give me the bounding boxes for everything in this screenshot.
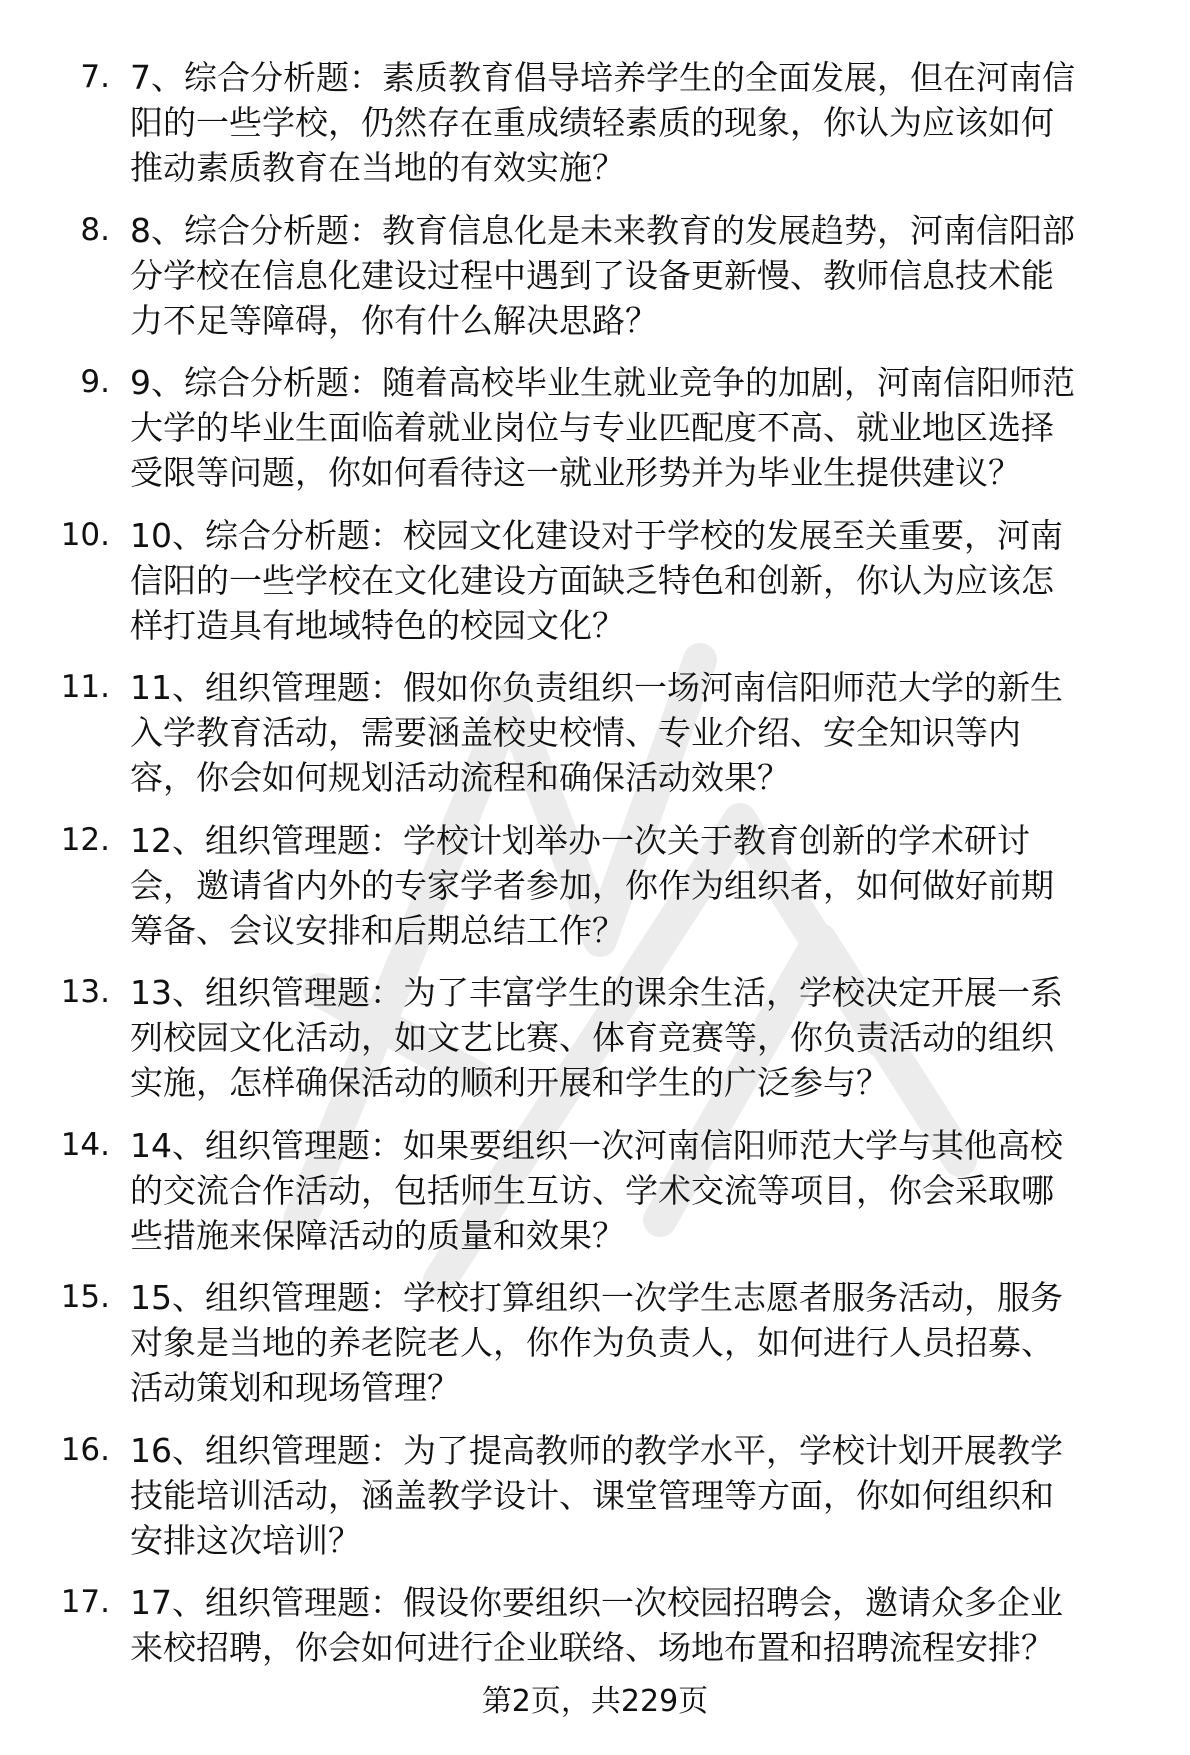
question-line: 16、组织管理题：为了提高教师的教学水平，学校计划开展教学 (130, 1430, 1063, 1470)
question-line: 技能培训活动，涵盖教学设计、课堂管理等方面，你如何组织和 (130, 1475, 1054, 1515)
question-line: 受限等问题，你如何看待这一就业形势并为毕业生提供建议？ (130, 453, 1021, 492)
question-number: 12. (60, 821, 110, 858)
question-line: 列校园文化活动，如文艺比赛、体育竞赛等，你负责活动的组织 (130, 1018, 1054, 1057)
question-line: 安排这次培训？ (130, 1520, 361, 1560)
question-line: 会，邀请省内外的专家学者参加，你作为组织者，如何做好前期 (130, 865, 1054, 905)
question-number: 17. (60, 1584, 110, 1620)
question-text (130, 970, 1165, 1105)
page-footer: 第2页，共229页 (481, 1684, 709, 1719)
question-item (0, 513, 1190, 666)
question-line: 来校招聘，你会如何进行企业联络、场地布置和招聘流程安排？ (130, 1628, 1054, 1667)
question-line: 容，你会如何规划活动流程和确保活动效果？ (130, 758, 790, 797)
question-line: 力不足等障碍，你有什么解决思路？ (130, 300, 658, 340)
question-line: 13、组织管理题：为了丰富学生的课余生活，学校决定开展一系 (130, 973, 1063, 1012)
question-line: 12、组织管理题：学校计划举办一次关于教育创新的学术研讨 (130, 820, 1030, 860)
question-number: 16. (60, 1431, 110, 1468)
question-number: 11. (60, 669, 110, 705)
question-number: 8. (80, 211, 110, 248)
question-line: 的交流合作活动，包括师生互访、学术交流等项目，你会采取哪 (130, 1170, 1054, 1210)
question-line: 对象是当地的养老院老人，你作为负责人，如何进行人员招募、 (130, 1323, 1054, 1362)
question-line: 分学校在信息化建设过程中遇到了设备更新慢、教师信息技术能 (130, 255, 1054, 295)
question-item (0, 665, 1190, 818)
question-item (0, 208, 1190, 361)
question-number: 7. (80, 59, 110, 95)
question-line: 入学教育活动，需要涵盖校史校情、专业介绍、安全知识等内 (130, 713, 1021, 752)
question-line: 筹备、会议安排和后期总结工作？ (130, 910, 625, 950)
question-item (0, 55, 1190, 208)
question-number: 15. (60, 1279, 110, 1315)
question-number: 9. (80, 364, 110, 400)
question-line: 些措施来保障活动的质量和效果？ (130, 1215, 625, 1255)
question-line: 大学的毕业生面临着就业岗位与专业匹配度不高、就业地区选择 (130, 408, 1054, 447)
question-list (0, 55, 1190, 1733)
question-line: 10、综合分析题：校园文化建设对于学校的发展至关重要，河南 (130, 515, 1063, 555)
question-line: 8、综合分析题：教育信息化是未来教育的发展趋势，河南信阳部 (130, 210, 1075, 250)
question-text (130, 1123, 1165, 1258)
question-item (0, 1275, 1190, 1428)
question-item (0, 970, 1190, 1123)
question-text (130, 208, 1165, 343)
question-text (130, 1428, 1165, 1563)
question-text (130, 360, 1165, 495)
question-line: 11、组织管理题：假如你负责组织一场河南信阳师范大学的新生 (130, 668, 1063, 707)
question-line: 阳的一些学校，仍然存在重成绩轻素质的现象，你认为应该如何 (130, 103, 1054, 142)
question-text (130, 1275, 1165, 1410)
question-item (0, 1428, 1190, 1581)
question-line: 样打造具有地域特色的校园文化？ (130, 605, 625, 645)
question-text (130, 55, 1165, 190)
question-item (0, 360, 1190, 513)
question-line: 9、综合分析题：随着高校毕业生就业竞争的加剧，河南信阳师范 (130, 363, 1075, 402)
question-line: 15、组织管理题：学校打算组织一次学生志愿者服务活动，服务 (130, 1278, 1063, 1317)
question-text (130, 665, 1165, 800)
question-number: 14. (60, 1126, 110, 1163)
question-line: 17、组织管理题：假设你要组织一次校园招聘会，邀请众多企业 (130, 1583, 1063, 1622)
question-text (130, 818, 1165, 953)
question-line: 推动素质教育在当地的有效实施？ (130, 148, 625, 187)
question-line: 活动策划和现场管理？ (130, 1368, 460, 1407)
question-line: 信阳的一些学校在文化建设方面缺乏特色和创新，你认为应该怎 (130, 560, 1054, 600)
question-line: 实施，怎样确保活动的顺利开展和学生的广泛参与？ (130, 1063, 889, 1102)
question-line: 7、综合分析题：素质教育倡导培养学生的全面发展，但在河南信 (130, 58, 1075, 97)
question-number: 13. (60, 974, 110, 1010)
question-text (130, 1580, 1165, 1670)
question-text (130, 513, 1165, 648)
question-line: 14、组织管理题：如果要组织一次河南信阳师范大学与其他高校 (130, 1125, 1063, 1165)
question-item (0, 1123, 1190, 1276)
question-number: 10. (60, 516, 110, 553)
question-item (0, 818, 1190, 971)
